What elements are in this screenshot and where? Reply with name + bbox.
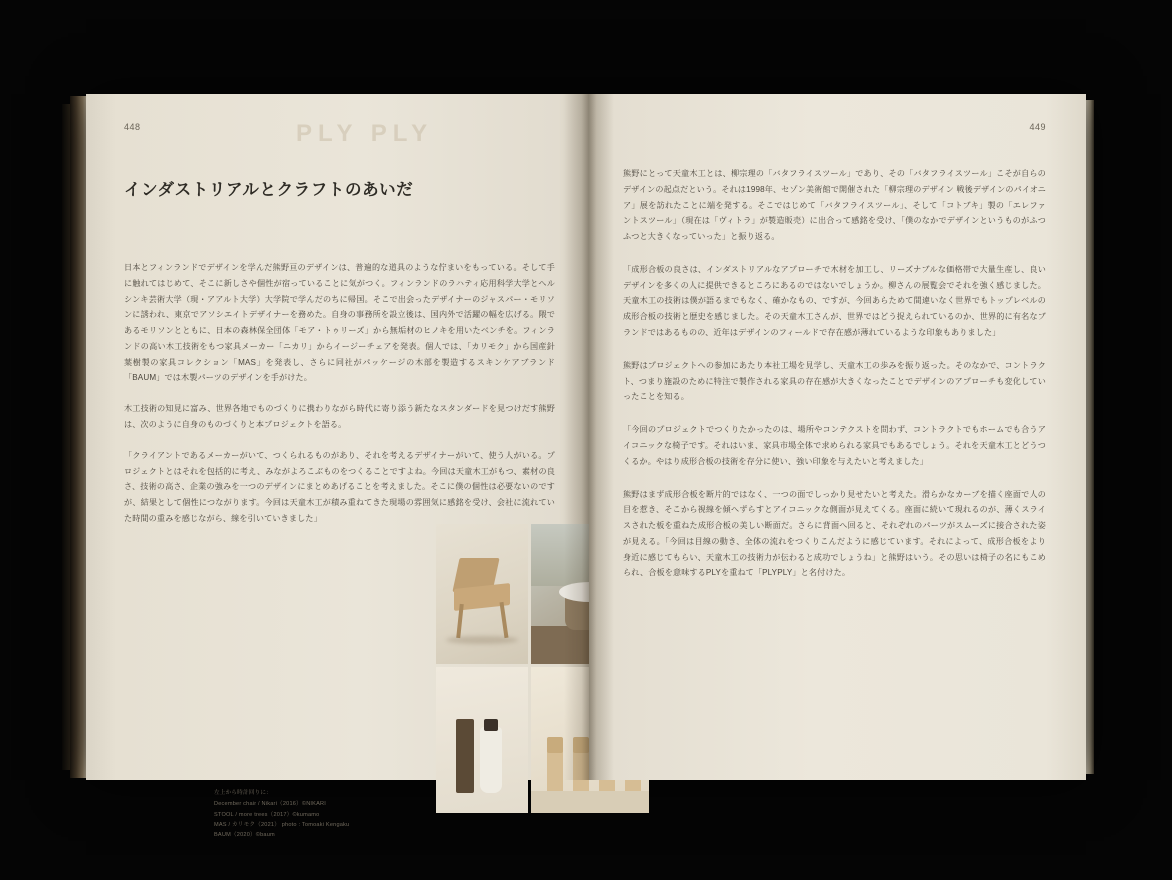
paragraph: 日本とフィンランドでデザインを学んだ熊野亘のデザインは、普遍的な道具のような佇まいをもっている。そして手に触れてはじめて、そこに新しさや個性が宿っていることに気がつく。フィンランドのラハティ応用科学大学とヘルシンキ芸術大学（現・アアルト大学）大学院で学んだのちに帰国。そこで出会ったデザイナーのジャスパー・モリソンに誘われ、東京でアソシエイトデザイナーを務めた。自身の事務所を設立後は、国内外で活躍の幅を広げる。隈であるモリソンとともに、日本の森林保全団体「モア・トゥリーズ」から無垢材のヒノキを用いたベンチを。フィンランドの高い木工技術をもつ家具メーカー「ニカリ」からイージーチェアを発表。個人では、「カリモク」から国産針葉樹製の家具コレクション「MAS」を発表し、さらに同社がパッケージの木部を製造するスキンケアブランド「BAUM」では木製パーツのデザインを手がけた。 <box>124 263 555 383</box>
left-page <box>86 94 589 839</box>
right-page <box>589 94 1086 780</box>
mas-chair-shape <box>547 751 563 791</box>
showroom-floor-shape <box>531 791 649 813</box>
baum-package-photo <box>436 667 528 813</box>
paragraph: 熊野にとって天童木工とは、柳宗理の「バタフライスツール」であり、その「バタフライスツール」こそが自らのデザインの起点だという。それは1998年、セゾン美術館で開催された「柳宗理のデザイン 戦後デザインのパイオニア」展を訪れたことに端を発する。そこではじめて「バタフライスツール」、そして「コトブキ」製の「エレファントスツール」（現在は「ヴィトラ」が製造販売）に出合って感銘を受け、「僕のなかでデザインというものがふつふつと大きくなっていった」と振り返る。 <box>623 169 1046 242</box>
folio-left: 448 <box>124 122 141 132</box>
folio-right: 449 <box>1029 122 1046 132</box>
ghost-chapter-title: PLY PLY <box>296 120 434 147</box>
baum-wood-box-shape <box>456 719 474 793</box>
baum-wood-cap-shape <box>484 719 498 731</box>
paragraph: 「クライアントであるメーカーがいて、つくられるものがあり、それを考えるデザイナーがいて、使う人がいる。プロジェクトとはそれを包括的に考え、みながよろこぶものをつくることですよね。今回は天童木工がもつ、素材の良さ、技術の高さ、企業の強みを一つのデザインにまとめあげることを考えました。そこに僕の個性は必要ないのですが、結果として個性につながります。今回は天童木工が積み重ねてきた現場の雰囲気に感銘を受け、会社に流れていた時間の重みを感じながら、線を引いていきました」 <box>124 450 555 523</box>
caption-line: STOOL / more trees（2017）©kumamo <box>214 811 320 818</box>
caption-line: December chair / Nikari（2016）©NIKARI <box>214 801 327 808</box>
paragraph: 熊野はまず成形合板を断片的ではなく、一つの面でしっかり見せたいと考えた。滑らかなカーブを描く座面で人の目を惹き、そこから視線を傾へずらすとアイコニックな側面が見えてくる。座面に続いて現れるのが、薄くスライスされた板を重ねた成形合板の美しい断面だ。さらに背面へ回ると、それぞれのパーツがスムーズに接合された姿が見える。「今回は目線の動き、全体の流れをつくりこんだように感じています。それによって、成形合板をより身近に感じてもらい、天童木工の技術力が伝わると成功でしょうね」と熊野はいう。その思いは椅子の名にもこめられ、合板を意味するPLYを重ねて「PLYPLY」と名付けた。 <box>623 489 1046 578</box>
chair-leg-shape <box>500 602 509 638</box>
baum-bottle-shape <box>480 727 502 793</box>
paragraph: 熊野はプロジェクトへの参加にあたり本社工場を見学し、天童木工の歩みを振り返った。そのなかで、コントラクト、つまり施設のために特注で製作される家具の存在感が大きくなったことでデザインのアプローチも変化していったことを知る。 <box>623 360 1046 402</box>
book-spread <box>86 94 1086 839</box>
caption-line: MAS / カリモク（2021） photo : Tomoaki Kengaku <box>214 822 350 829</box>
chair-shadow-shape <box>446 636 518 644</box>
december-chair-photo <box>436 524 528 664</box>
page-title: インダストリアルとクラフトのあいだ <box>124 181 414 199</box>
figure-caption <box>214 788 414 841</box>
paragraph: 木工技術の知見に富み、世界各地でものづくりに携わりながら時代に寄り添う新たなスタンダードを見つけだす熊野は、次のように自身のものづくりと本プロジェクトを語る。 <box>124 404 555 430</box>
mas-chair-shape <box>573 751 589 791</box>
paragraph: 「成形合板の良さは、インダストリアルなアプローチで木材を加工し、リーズナブルな価格帯で大量生産し、良いデザインを多くの人に提供できるところにあるのではないでしょうか。柳さんの展覧会でそれを強く感じました。天童木工の技術は僕が語るまでもなく、確かなもの、ですが、今回あらためて間違いなく世界でもトップレベルの成形合板の技術と歴史を感じました。その天童木工さんが、世界ではどう捉えられているのか、世界的に有名なブランドではあるものの、近年はデザインのフィールドで存在感が薄れているような印象もありました」 <box>623 264 1046 338</box>
right-body-column <box>623 166 1046 581</box>
caption-line: BAUM（2020）©baum <box>214 832 275 839</box>
caption-heading: 左上から時計回りに： <box>214 790 272 796</box>
left-body-column <box>124 260 555 527</box>
paragraph: 「今回のプロジェクトでつくりたかったのは、場所やコンテクストを問わず、コントラクトでもホームでも合うアイコニックな椅子です。それはいま、家具市場全体で求められる家具でもあるでしょう。それを天童木工とどうつくるか。やはり成形合板の技術を存分に使い、強い印象を与えたいと考えました」 <box>623 425 1046 466</box>
